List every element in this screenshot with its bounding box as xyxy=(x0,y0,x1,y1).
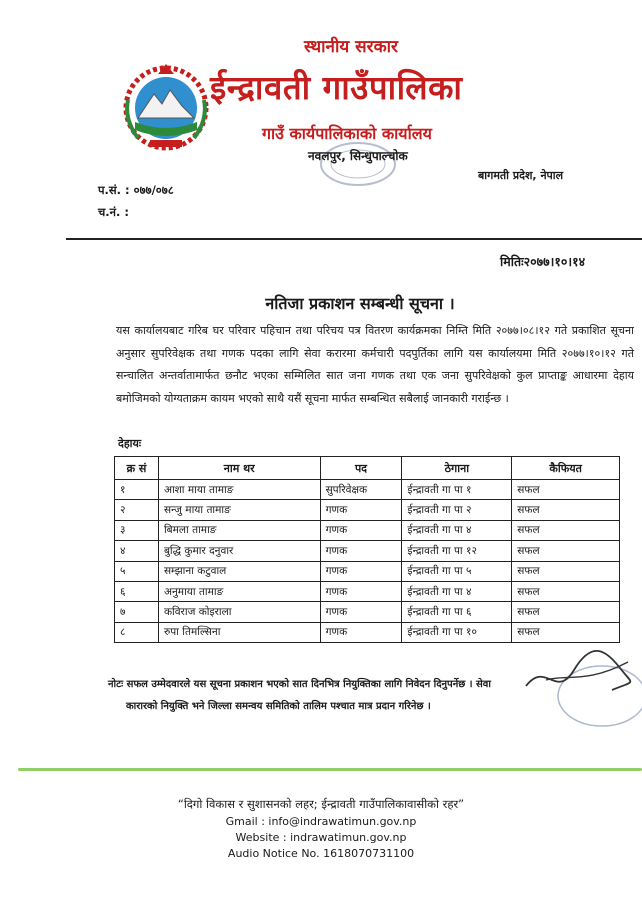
cell-name: रुपा तिमल्सिना xyxy=(158,622,320,642)
cell-post: गणक xyxy=(320,622,402,642)
cell-post: गणक xyxy=(320,561,402,581)
table-row xyxy=(115,602,620,622)
office-name: गाउँ कार्यपालिकाको कार्यालय xyxy=(262,124,432,143)
cell-remarks: सफल xyxy=(512,500,620,520)
cell-serial: ५ xyxy=(115,561,159,581)
notice-date: मितिः२०७७।१०।१४ xyxy=(500,254,586,269)
nepal-emblem-icon xyxy=(120,60,212,152)
cell-name: आशा माया तामाङ xyxy=(158,480,320,500)
cell-name: बिमला तामाङ xyxy=(158,520,320,540)
footer-divider xyxy=(18,768,642,771)
cell-post: गणक xyxy=(320,581,402,601)
col-header-name: नाम थर xyxy=(158,457,320,480)
cell-address: ईन्द्रावती गा पा १० xyxy=(402,622,512,642)
table-label: देहायः xyxy=(118,437,142,450)
results-table xyxy=(114,456,620,643)
cell-serial: २ xyxy=(115,500,159,520)
cell-serial: ७ xyxy=(115,602,159,622)
cell-serial: ६ xyxy=(115,581,159,601)
cell-remarks: सफल xyxy=(512,622,620,642)
cell-address: ईन्द्रावती गा पा ६ xyxy=(402,602,512,622)
footer-motto: “दिगो विकास र सुशासनको लहर; ईन्द्रावती गाउँपालिकावासीको रहर” xyxy=(177,797,465,811)
col-header-post: पद xyxy=(320,457,402,480)
cell-name: सम्झाना कटुवाल xyxy=(158,561,320,581)
cell-remarks: सफल xyxy=(512,581,620,601)
cell-remarks: सफल xyxy=(512,541,620,561)
table-row xyxy=(115,581,620,601)
cell-post: गणक xyxy=(320,500,402,520)
office-address: नवलपुर, सिन्धुपाल्चोक xyxy=(308,149,408,163)
cell-name: सन्जु माया तामाङ xyxy=(158,500,320,520)
cell-remarks: सफल xyxy=(512,561,620,581)
cell-serial: ३ xyxy=(115,520,159,540)
province-address: बागमती प्रदेश, नेपाल xyxy=(478,169,564,182)
table-header-row xyxy=(115,457,620,480)
cell-address: ईन्द्रावती गा पा ४ xyxy=(402,520,512,540)
dispatch-number: च.नं. : xyxy=(98,205,130,219)
header-divider xyxy=(66,238,642,240)
cell-remarks: सफल xyxy=(512,602,620,622)
cell-remarks: सफल xyxy=(512,520,620,540)
cell-name: अनुमाया तामाङ xyxy=(158,581,320,601)
cell-post: गणक xyxy=(320,602,402,622)
cell-name: बुद्धि कुमार दनुवार xyxy=(158,541,320,561)
cell-post: गणक xyxy=(320,541,402,561)
cell-address: ईन्द्रावती गा पा १ xyxy=(402,480,512,500)
cell-serial: ८ xyxy=(115,622,159,642)
cell-post: सुपरिवेक्षक xyxy=(320,480,402,500)
footer-email: Gmail : info@indrawatimun.gov.np xyxy=(225,815,417,828)
notice-body: यस कार्यालयबाट गरिब घर परिवार पहिचान तथा परिचय पत्र वितरण कार्यक्रमका निम्ति मिति २०७७।०८।१२ गते प्रकाशित सूचना अनुसार सुपरिवेक्षक तथा गणक पदका लागि सेवा करारमा कर्मचारी पदपुर्तिका लागि यस कार्यालयमा मिति २०७७।१०।१२ गते सन्चालित अन्तर्वातामार्फत छनौट भएका सम्मिलित सात जना गणक तथा एक जना सुपरिवेक्षको कुल प्राप्ताङ्क आधारमा देहाय बमोजिमको योग्यताक्रम कायम भएको साथै यसैं सूचना मार्फत सम्बन्धित सबैलाई जानकारी गराईन्छ । xyxy=(116,324,634,405)
reference-number: प.सं. : ०७७/०७८ xyxy=(98,183,174,197)
cell-address: ईन्द्रावती गा पा ५ xyxy=(402,561,512,581)
note-line-2: कारारको नियुक्ति भने जिल्ला समन्वय समितिको तालिम पश्चात मात्र प्रदान गरिनेछ । xyxy=(126,701,431,712)
note-line-1: नोटः सफल उम्मेदवारले यस सूचना प्रकाशन भएको सात दिनभित्र नियुक्तिका लागि निवेदन दिनुपर्नेछ । सेवा xyxy=(108,679,491,690)
cell-address: ईन्द्रावती गा पा २ xyxy=(402,500,512,520)
signature-stamp-icon xyxy=(516,640,642,728)
footer-audio-notice: Audio Notice No. 1618070731100 xyxy=(227,847,415,860)
cell-serial: १ xyxy=(115,480,159,500)
table-row xyxy=(115,520,620,540)
table-row xyxy=(115,561,620,581)
table-row xyxy=(115,500,620,520)
notice-title: नतिजा प्रकाशन सम्बन्धी सूचना । xyxy=(265,294,455,313)
cell-address: ईन्द्रावती गा पा ४ xyxy=(402,581,512,601)
cell-serial: ४ xyxy=(115,541,159,561)
cell-name: कविराज कोइराला xyxy=(158,602,320,622)
footer-website: Website : indrawatimun.gov.np xyxy=(235,831,407,844)
table-row xyxy=(115,541,620,561)
cell-remarks: सफल xyxy=(512,480,620,500)
table-row xyxy=(115,480,620,500)
cell-address: ईन्द्रावती गा पा १२ xyxy=(402,541,512,561)
cell-post: गणक xyxy=(320,520,402,540)
header-top-line: स्थानीय सरकार xyxy=(303,37,398,57)
col-header-remarks: कैफियत xyxy=(512,457,620,480)
col-header-serial: क्र सं xyxy=(115,457,159,480)
municipality-name: ईन्द्रावती गाउँपालिका xyxy=(210,68,463,107)
col-header-address: ठेगाना xyxy=(402,457,512,480)
